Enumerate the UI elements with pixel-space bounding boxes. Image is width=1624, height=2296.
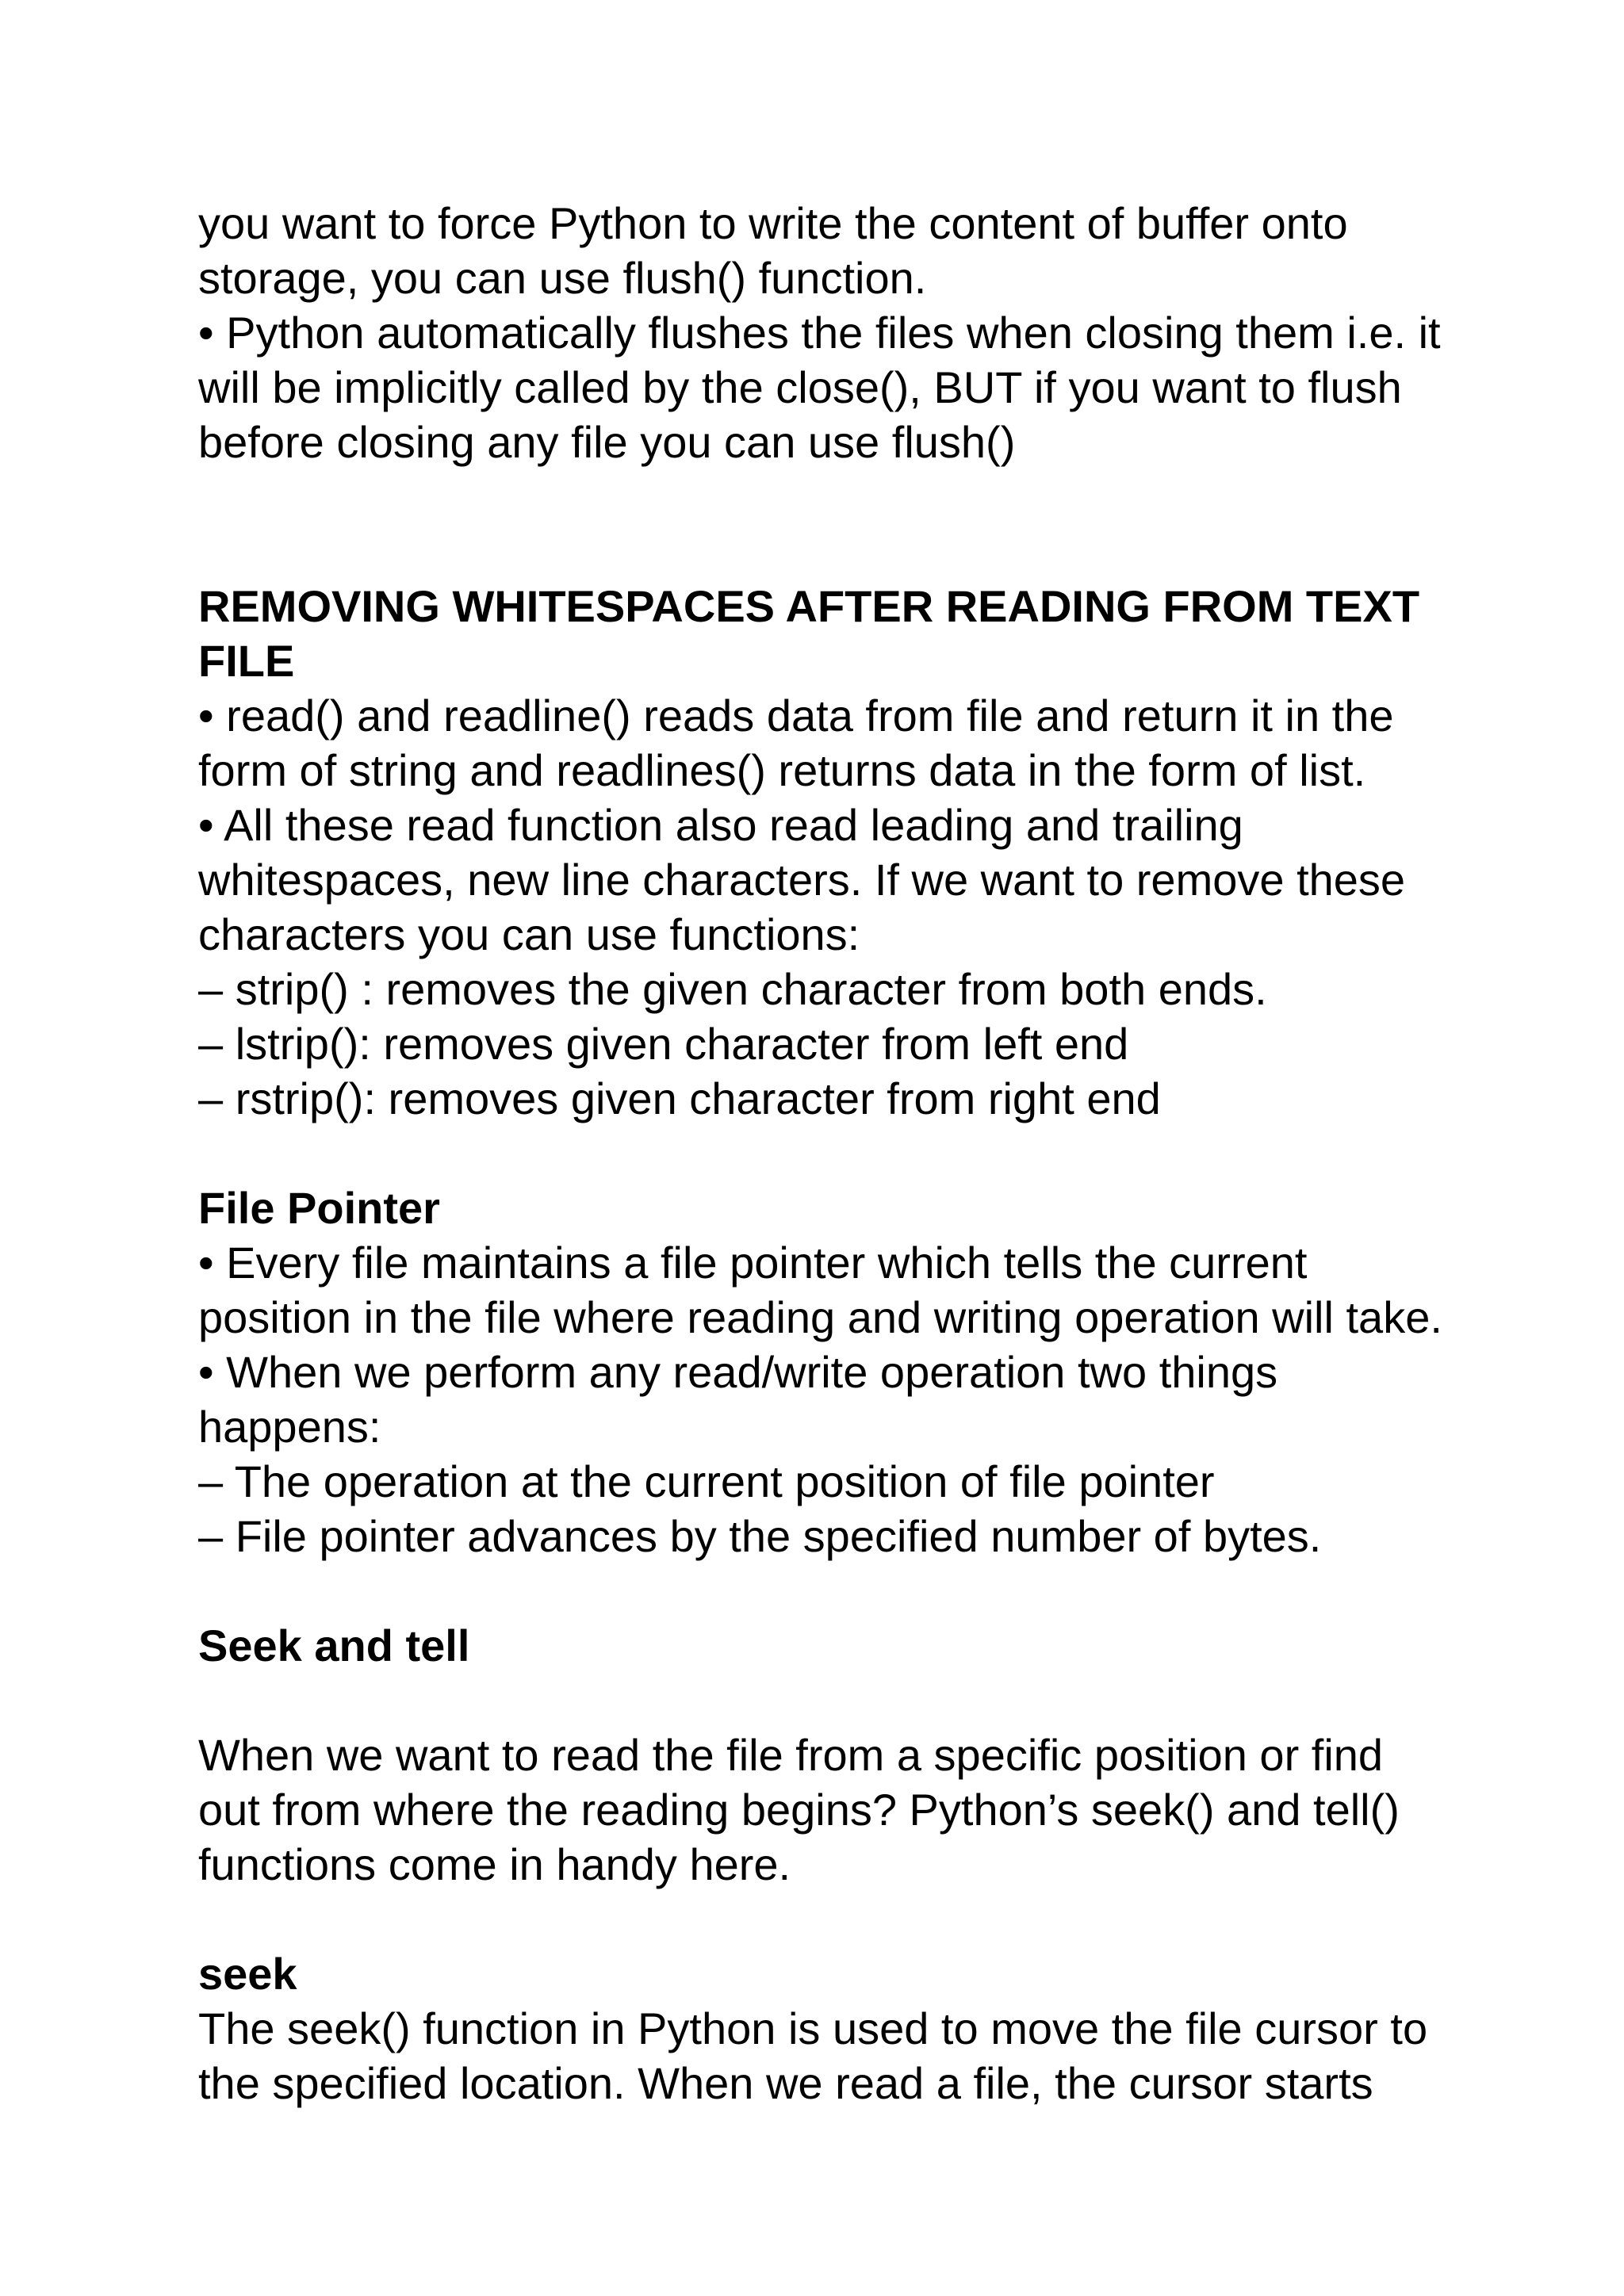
section-heading: seek [198,1949,297,1999]
text-line: position in the file where reading and writing operation will take. [198,1292,1442,1342]
spacer [198,1563,1435,1618]
spacer [198,469,1435,579]
bullet-line: • Python automatically flushes the files when closing them i.e. it [198,308,1441,358]
bullet-line: • read() and readline() reads data from file and return it in the [198,691,1394,740]
text-line: characters you can use functions: [198,909,860,959]
dash-list-item: – File pointer advances by the specified number of bytes. [198,1511,1322,1561]
text-line: whitespaces, new line characters. If we want to remove these [198,855,1406,905]
text-line: functions come in handy here. [198,1839,791,1889]
text-line: happens: [198,1402,381,1452]
bullet-line: • When we perform any read/write operation two things [198,1347,1278,1397]
section-heading: REMOVING WHITESPACES AFTER READING FROM TEXT [198,581,1420,631]
file-pointer-section [198,1181,1442,1563]
dash-list-item: – lstrip(): removes given character from left end [198,1019,1129,1069]
spacer [198,1673,1435,1728]
section-heading: File Pointer [198,1183,440,1233]
dash-list-item: – strip() : removes the given character from both ends. [198,964,1267,1014]
spacer [198,1126,1435,1181]
text-line: you want to force Python to write the content of buffer onto [198,198,1348,248]
text-line: The seek() function in Python is used to move the file cursor to [198,2003,1428,2053]
bullet-line: • Every file maintains a file pointer which tells the current [198,1238,1308,1288]
text-line: storage, you can use flush() function. [198,253,927,303]
text-line: the specified location. When we read a file, the cursor starts [198,2058,1373,2108]
section-heading: Seek and tell [198,1621,470,1670]
document-body [198,196,1442,2110]
spacer [198,1892,1435,1946]
text-line: When we want to read the file from a specific position or find [198,1730,1384,1780]
intro-paragraph [198,196,1441,469]
text-line: out from where the reading begins? Python’s seek() and tell() [198,1785,1400,1835]
seek-section [198,1946,1435,2110]
bullet-line: • All these read function also read leading and trailing [198,800,1243,850]
whitespace-section [198,579,1435,1126]
seek-tell-section [198,1618,1435,1892]
text-line: form of string and readlines() returns data in the form of list. [198,745,1366,795]
section-heading: FILE [198,636,295,686]
dash-list-item: – rstrip(): removes given character from right end [198,1073,1161,1123]
text-line: before closing any file you can use flush() [198,417,1016,467]
dash-list-item: – The operation at the current position of file pointer [198,1456,1215,1506]
text-line: will be implicitly called by the close(), BUT if you want to flush [198,362,1402,412]
